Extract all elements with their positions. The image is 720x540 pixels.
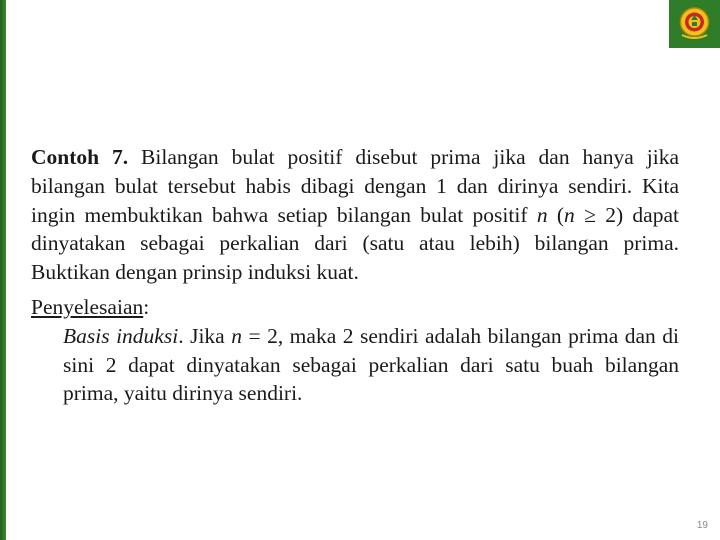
example-text-part-2: ( <box>547 202 565 227</box>
solution-heading-colon: : <box>143 294 150 319</box>
basis-text-part-2: = 2, maka 2 sendiri adalah bilangan prima dan di sini 2 dapat dinyatakan sebagai perkalian dari satu buah bilangan prima, yaitu dirinya sendiri. <box>63 323 680 406</box>
basis-text-part-1: . Jika <box>178 323 232 348</box>
variable-n: n <box>231 323 242 348</box>
solution-heading-line <box>31 293 679 322</box>
example-label: Contoh 7. <box>31 145 129 169</box>
slide-content <box>31 143 679 408</box>
solution-heading: Penyelesaian <box>31 294 144 319</box>
example-paragraph <box>31 143 679 287</box>
page-number: 19 <box>696 520 708 531</box>
university-logo <box>669 0 720 48</box>
example-text-part-3: ≥ 2) dapat dinyatakan sebagai perkalian dari (satu atau lebih) bilangan prima. Buktikan dengan prinsip induksi kuat. <box>31 202 679 285</box>
basis-label: Basis induksi <box>63 323 179 348</box>
basis-paragraph <box>31 322 679 408</box>
university-seal-icon <box>669 0 720 48</box>
variable-n: n <box>536 202 548 227</box>
variable-n: n <box>564 202 575 227</box>
example-text-part-1: Bilangan bulat positif disebut prima jika dan hanya jika bilangan bulat tersebut habis dibagi dengan 1 dan dirinya sendiri. Kita ingin membuktikan bahwa setiap bilangan bulat positif <box>31 145 679 227</box>
left-accent-bar <box>0 0 6 540</box>
